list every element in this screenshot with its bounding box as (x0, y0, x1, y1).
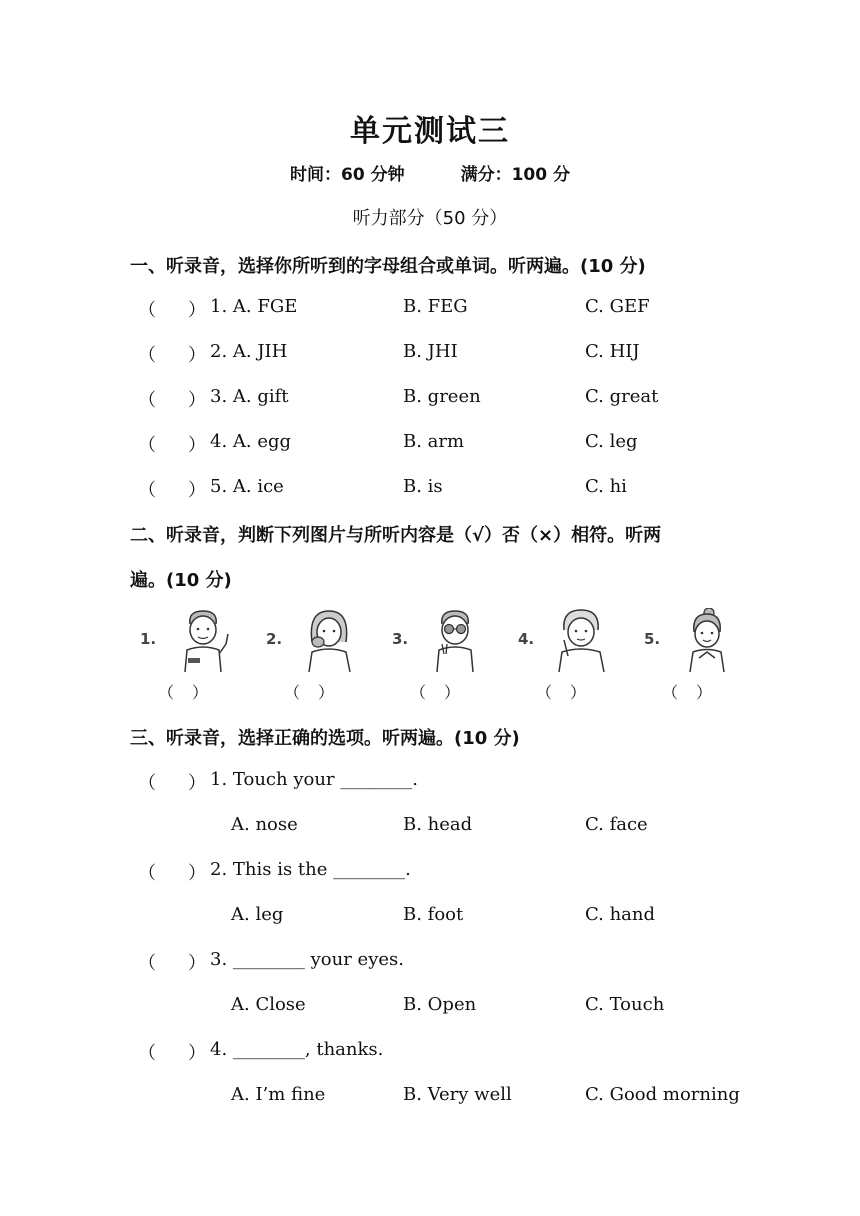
option-b: B. green (403, 386, 481, 407)
option-a: 5. A. ice (210, 476, 284, 497)
option-a: 1. A. FGE (210, 296, 298, 317)
section3-options (130, 814, 770, 840)
picture-number: 1. (140, 630, 157, 648)
option-c: C. hand (585, 904, 656, 925)
answer-paren-right: ） (188, 480, 206, 501)
answer-blank: （ ） (410, 683, 461, 702)
option-b: B. Very well (403, 1084, 512, 1105)
answer-paren-left: （ (138, 435, 156, 456)
option-b: B. is (403, 476, 443, 497)
picture-item (508, 606, 618, 706)
full-score: 满分：100 分 (460, 165, 570, 185)
option-b: B. FEG (403, 296, 468, 317)
answer-paren-left: （ (138, 1043, 156, 1064)
boy-glasses-icon (420, 608, 490, 674)
answer-paren-left: （ (138, 390, 156, 411)
answer-paren-right: ） (188, 863, 206, 884)
section3-options (130, 994, 770, 1020)
answer-paren-left: （ (138, 863, 156, 884)
question-text: 3. ________ your eyes. (210, 949, 404, 970)
option-a: 3. A. gift (210, 386, 289, 407)
picture-number: 4. (518, 630, 535, 648)
section1-item (130, 296, 770, 322)
picture-number: 3. (392, 630, 409, 648)
section1-heading: 一、听录音，选择你所听到的字母组合或单词。听两遍。(10 分) (130, 256, 646, 277)
option-c: C. Touch (585, 994, 665, 1015)
section1-item (130, 476, 770, 502)
answer-paren-left: （ (138, 953, 156, 974)
option-a: A. nose (231, 814, 298, 835)
answer-paren-left: （ (138, 773, 156, 794)
picture-row (130, 606, 740, 706)
part-heading: 听力部分（50 分） (352, 208, 508, 229)
answer-blank: （ ） (158, 683, 209, 702)
question-text: 1. Touch your ________. (210, 769, 418, 790)
section1-item (130, 431, 770, 457)
picture-item (634, 606, 744, 706)
option-b: B. arm (403, 431, 465, 452)
option-c: C. Good morning (585, 1084, 740, 1105)
section3-heading: 三、听录音，选择正确的选项。听两遍。(10 分) (130, 728, 520, 749)
option-a: A. leg (231, 904, 284, 925)
option-a: 2. A. JIH (210, 341, 288, 362)
answer-paren-right: ） (188, 435, 206, 456)
exam-meta (0, 160, 860, 185)
answer-paren-right: ） (188, 390, 206, 411)
question-text: 4. ________, thanks. (210, 1039, 384, 1060)
option-c: C. GEF (585, 296, 650, 317)
option-c: C. leg (585, 431, 638, 452)
option-c: C. face (585, 814, 648, 835)
section3-question (130, 1039, 770, 1065)
answer-paren-right: ） (188, 953, 206, 974)
picture-number: 5. (644, 630, 661, 648)
answer-paren-left: （ (138, 480, 156, 501)
picture-item (130, 606, 240, 706)
section2-heading-cont: 遍。(10 分) (130, 570, 232, 591)
answer-paren-right: ） (188, 773, 206, 794)
answer-paren-left: （ (138, 300, 156, 321)
answer-paren-right: ） (188, 300, 206, 321)
answer-paren-left: （ (138, 345, 156, 366)
option-a: 4. A. egg (210, 431, 292, 452)
question-text: 2. This is the ________. (210, 859, 411, 880)
picture-item (256, 606, 366, 706)
answer-blank: （ ） (536, 683, 587, 702)
answer-blank: （ ） (284, 683, 335, 702)
option-a: A. Close (231, 994, 306, 1015)
section2-heading: 二、听录音，判断下列图片与所听内容是（√）否（×）相符。听两 (130, 525, 662, 546)
section3-options (130, 904, 770, 930)
answer-blank: （ ） (662, 683, 713, 702)
section3-question (130, 859, 770, 885)
option-b: B. foot (403, 904, 464, 925)
option-c: C. great (585, 386, 659, 407)
option-b: B. JHI (403, 341, 458, 362)
section1-item (130, 386, 770, 412)
answer-paren-right: ） (188, 1043, 206, 1064)
section1-item (130, 341, 770, 367)
girl-ponytail-icon (672, 608, 742, 674)
section3-options (130, 1084, 770, 1110)
picture-number: 2. (266, 630, 283, 648)
time-limit: 时间：60 分钟 (290, 165, 405, 185)
page-title: 单元测试三 (350, 114, 510, 149)
option-a: A. I’m fine (231, 1084, 326, 1105)
picture-item (382, 606, 492, 706)
section3-question (130, 769, 770, 795)
option-b: B. head (403, 814, 473, 835)
option-c: C. HIJ (585, 341, 640, 362)
boy-pointing-icon (168, 608, 238, 674)
answer-paren-right: ） (188, 345, 206, 366)
girl-touching-face-icon (294, 608, 364, 674)
option-b: B. Open (403, 994, 477, 1015)
option-c: C. hi (585, 476, 627, 497)
boy-hand-on-cheek-icon (546, 608, 616, 674)
section3-question (130, 949, 770, 975)
